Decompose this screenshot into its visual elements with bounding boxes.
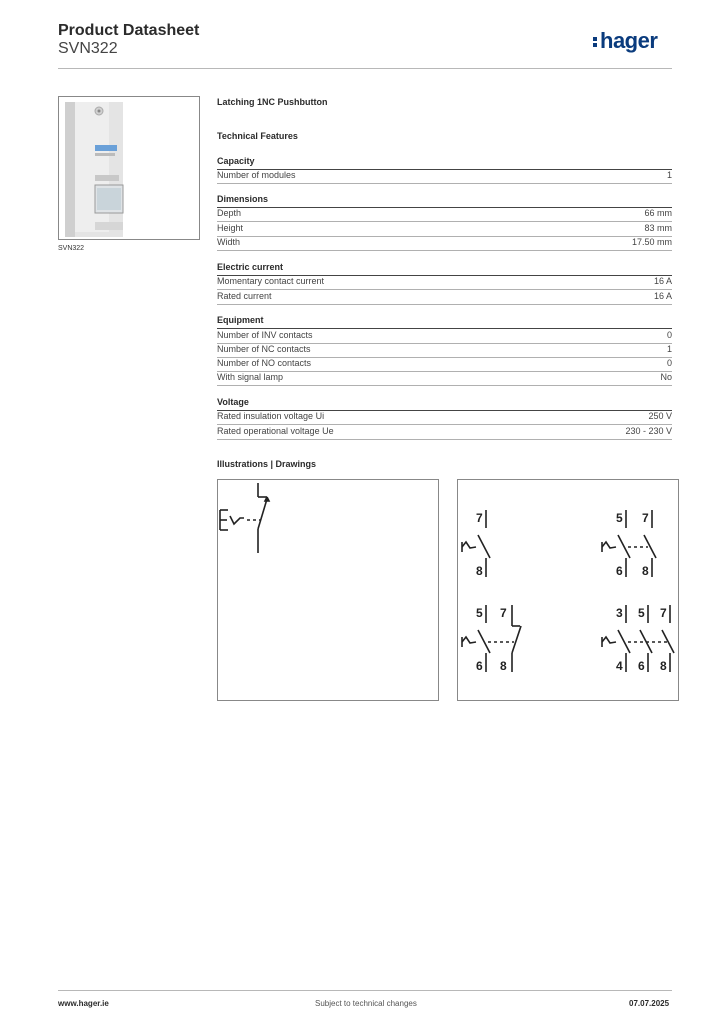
svg-text:6: 6	[638, 659, 645, 673]
spec-row: Number of INV contacts 0	[217, 329, 672, 344]
illustrations-heading: Illustrations | Drawings	[217, 459, 317, 469]
spec-row: Momentary contact current 16 A	[217, 275, 672, 290]
product-code: SVN322	[58, 40, 118, 57]
svg-text:5: 5	[616, 511, 623, 525]
svg-text:8: 8	[642, 564, 649, 578]
spec-row: Depth 66 mm	[217, 207, 672, 222]
contact-diagram-3-icon	[462, 605, 521, 672]
terminal-label: 7	[476, 511, 483, 525]
spec-row: Number of modules 1	[217, 169, 672, 184]
technical-features-heading: Technical Features	[217, 131, 298, 141]
spec-row: Height 83 mm	[217, 222, 672, 237]
product-image	[58, 96, 200, 240]
svg-text:6: 6	[616, 564, 623, 578]
svg-text:5: 5	[476, 606, 483, 620]
hager-logo[interactable]: hager	[593, 28, 657, 54]
footer-date: 07.07.2025	[629, 999, 670, 1008]
section-electric-current: Electric current	[217, 262, 672, 276]
svg-text:7: 7	[660, 606, 667, 620]
image-caption: SVN322	[58, 245, 85, 252]
pushbutton-symbol-icon	[218, 480, 438, 700]
footer-notice: Subject to technical changes	[315, 999, 417, 1008]
product-name: Latching 1NC Pushbutton	[217, 97, 328, 107]
svg-text:3: 3	[616, 606, 623, 620]
header-divider	[58, 68, 672, 69]
svg-text:4: 4	[616, 659, 623, 673]
spec-row: Number of NC contacts 1	[217, 343, 672, 358]
svg-text:7: 7	[500, 606, 507, 620]
section-dimensions: Dimensions	[217, 194, 672, 208]
spec-row: Rated current 16 A	[217, 290, 672, 305]
spec-row: Number of NO contacts 0	[217, 357, 672, 372]
spec-row: Width 17.50 mm	[217, 236, 672, 251]
svg-text:5: 5	[638, 606, 645, 620]
svg-text:7: 7	[642, 511, 649, 525]
page-title: Product Datasheet	[58, 22, 200, 39]
spec-row: Rated insulation voltage Ui 250 V	[217, 410, 672, 425]
section-capacity: Capacity	[217, 156, 672, 170]
footer-website-link[interactable]: www.hager.ie	[58, 999, 109, 1008]
logo-dots-icon	[593, 35, 598, 49]
section-voltage: Voltage	[217, 397, 672, 411]
spec-row: Rated operational voltage Ue 230 - 230 V	[217, 425, 672, 440]
drawing-symbol-box	[217, 479, 439, 701]
section-equipment: Equipment	[217, 315, 672, 329]
svg-text:8: 8	[660, 659, 667, 673]
drawing-contacts-box	[457, 479, 679, 701]
svg-text:8: 8	[500, 659, 507, 673]
spec-row: With signal lamp No	[217, 371, 672, 386]
terminal-label: 8	[476, 564, 483, 578]
footer-divider	[58, 990, 672, 991]
svg-text:6: 6	[476, 659, 483, 673]
